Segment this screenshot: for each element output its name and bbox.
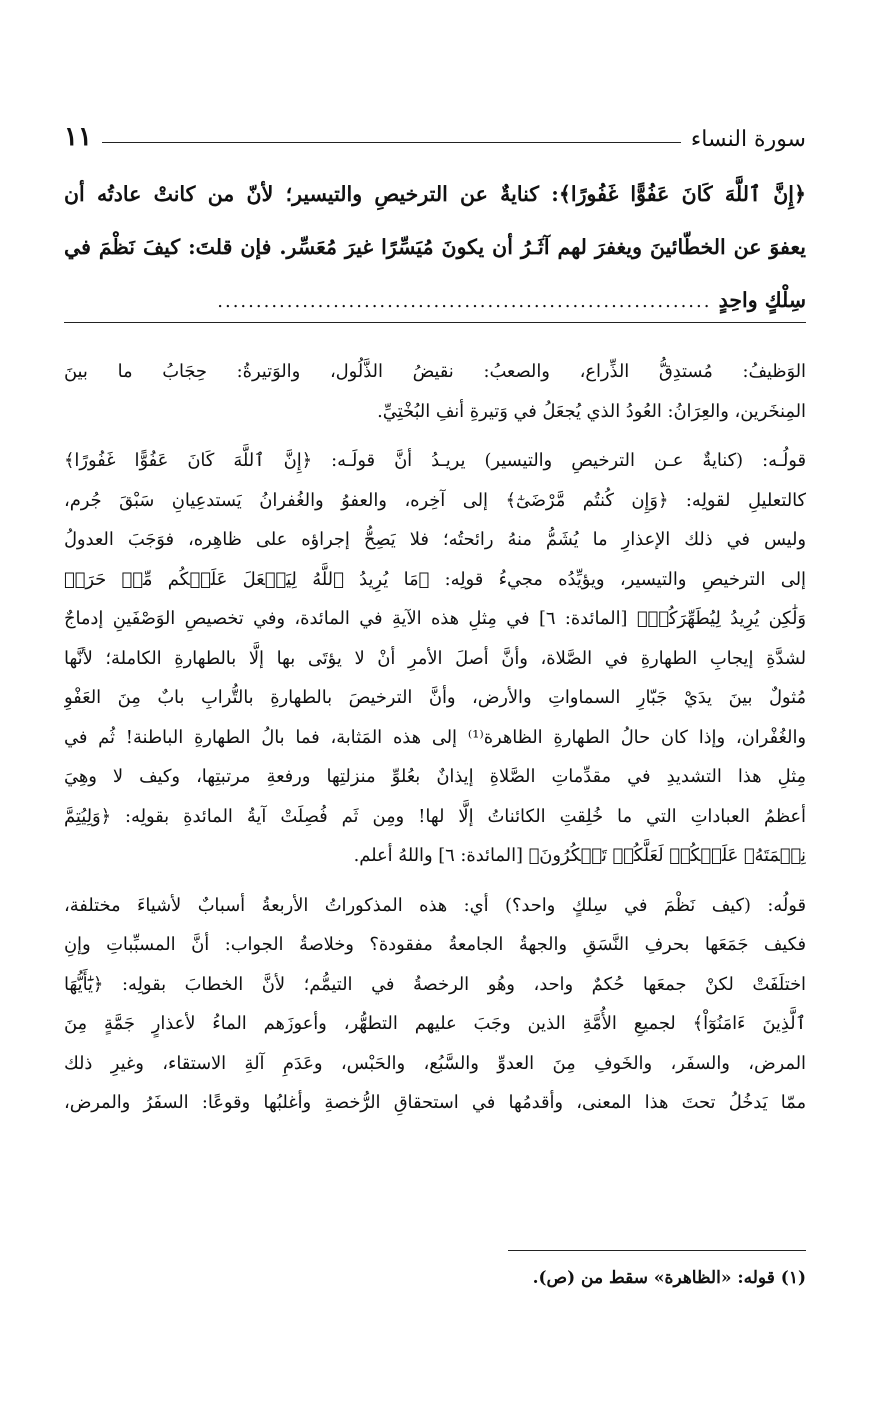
text-line (64, 274, 806, 328)
paragraph-kinaya (64, 441, 806, 876)
text-line: أعظمُ العباداتِ التي ما خُلِقتِ الكائناتُ إلَّا لها! ومِن ثَم فُصِلَتْ آيةُ المائدةِ بقولِه: ﴿وَلِيُتِمَّ (64, 805, 806, 827)
paragraph-definitions (64, 352, 806, 431)
text-line: كالتعليلِ لقولِه: ﴿وَإِن كُنتُم مَّرْضَىٰٓ﴾ إلى آخِره، والعفوُ والغُفرانُ يَستدعِيانِ سَبْقَ جُرم، (64, 489, 806, 511)
text-line: قولُـه: (كنايةٌ عـن الترخيصِ والتيسير) يريـدُ أنَّ قولَـه: ﴿إِنَّ ٱللَّهَ كَانَ عَفُوًّا غَفُورًا﴾ (64, 450, 806, 471)
text-line: ﴿إِنَّ ٱللَّهَ كَانَ عَفُوًّا غَفُورًا﴾: كنايةٌ عن الترخيصِ والتيسير؛ لأنّ من كانتْ عادتُه أن (64, 182, 806, 206)
surah-title: سورة النساء (690, 127, 806, 152)
text-line: قولُه: (كيف نَظْمَ في سِلكٍ واحد؟) أي: هذه المذكوراتُ الأربعةُ أسبابٌ لأشياءَ مختلفة، (64, 894, 806, 916)
text-line: المِنخَرين، والعِرَانُ: العُودُ الذي يُجعَلُ في وَتيرةِ أنفِ البُخْتِيِّ. (377, 400, 806, 422)
text-line: الوَظيفُ: مُستدِقُّ الذِّراع، والصعبُ: نقيضُ الذَّلُول، والوَتيرةُ: حِجَابُ ما بينَ (64, 361, 806, 382)
text-line: وَلَٰكِن يُرِيدُ لِيُطَهِّرَكُمۡ﴾ [المائدة: ٦] في مِثلِ هذه الآيةِ في المائدة، وفي تخصيصِ الوَصْفَينِ إدماجٌ (64, 608, 806, 629)
text-line: اختلَفَتْ لكنْ جمعَها حُكمٌ واحد، وهُو الرخصةُ في التيمُّم؛ لأنَّ الخطابَ بقولِه: ﴿يَٰٓأَيُّهَا (64, 973, 806, 995)
running-header (64, 112, 806, 152)
header-rule (102, 142, 681, 143)
text-line: ٱلَّذِينَ ءَامَنُوٓاْ﴾ لجميعِ الأُمَّةِ الذين وجَبَ عليهم التطهُّر، وأعوزَهم الماءُ لأعذارٍ جَمَّةٍ مِنَ (64, 1013, 806, 1034)
continued-phrase: سِلْكٍ واحِدٍ (718, 288, 806, 312)
text-line: مِثلِ هذا التشديدِ في مقدِّماتِ الصَّلاةِ إيذانٌ بعُلوِّ منزلتِها ورفعةِ مرتبتِها، وكيف لا وهِيَ (64, 766, 806, 787)
paragraph-nazm (64, 886, 806, 1123)
text-line: المرض، والسفَر، والخَوفِ مِنَ العدوِّ والسَّبُع، والحَبْس، وعَدَمِ آلةِ الاستقاء، وغيرِ ذلك (64, 1052, 806, 1074)
footnote-divider (508, 1250, 806, 1251)
text-line: لشدَّةِ إيجابِ الطهارةِ في الصَّلاة، وأنَّ أصلَ الأمرِ أنْ لا يؤتَى بها إلَّا بالطهارةِ الكاملة؛ لأنَّها (64, 647, 806, 669)
section-divider (64, 322, 806, 323)
text-line: إلى الترخيصِ والتيسير، ويؤيِّدُه مجيءُ قولِه: ﴿مَا يُرِيدُ ٱللَّهُ لِيَجۡعَلَ عَلَيۡكُم مِّنۡ حَرَجٖ (64, 568, 806, 590)
hashiya-commentary (64, 352, 806, 1123)
text-line: فكيف جَمَعَها بحرفِ النَّسَقِ والجهةُ الجامعةُ مفقودة؟ وخلاصةُ الجواب: أنَّ المسبِّباتِ وإنِ (64, 934, 806, 955)
page-number: ١١ (64, 122, 92, 152)
quran-commentary-text (64, 168, 806, 328)
footnote: (١) قوله: «الظاهرة» سقط من (ص). (532, 1268, 806, 1288)
text-line: يعفوَ عن الخطّائينَ ويغفرَ لهم آثَـرُ أن يكونَ مُيَسِّرًا غيرَ مُعَسِّر. فإن قلتَ: كيفَ نَظْمَ في (64, 235, 806, 259)
continuation-dots: ................................................................ (217, 291, 712, 312)
text-line: وليس في ذلك الإعذارِ ما يُشَمُّ منهُ رائحتُه؛ فلا يَصِحُّ إجراؤه على ظاهِره، فوَجَبَ العدولُ (64, 529, 806, 550)
text-line: ممّا يَدخُلُ تحتَ هذا المعنى، وأقدمُها في استحقاقِ الرُّخصةِ وأغلبُها وقوعًا: السفَرُ والمرض، (64, 1092, 806, 1113)
text-line: مُثولٌ بينَ يدَيْ جَبّارِ السماواتِ والأرض، وأنَّ الترخيصَ بالطهارةِ بالتُّرابِ بابٌ مِنَ العَفْوِ (64, 687, 806, 708)
text-line: والغُفْران، وإذا كان حالُ الطهارةِ الظاهرة⁽¹⁾ إلى هذه المَثابة، فما بالُ الطهارةِ الباطنة! ثُم في (64, 726, 806, 748)
text-line: نِعۡمَتَهُۥ عَلَيۡكُمۡ لَعَلَّكُمۡ تَشۡكُرُونَ﴾ [المائدة: ٦] واللهُ أعلم. (353, 845, 806, 866)
